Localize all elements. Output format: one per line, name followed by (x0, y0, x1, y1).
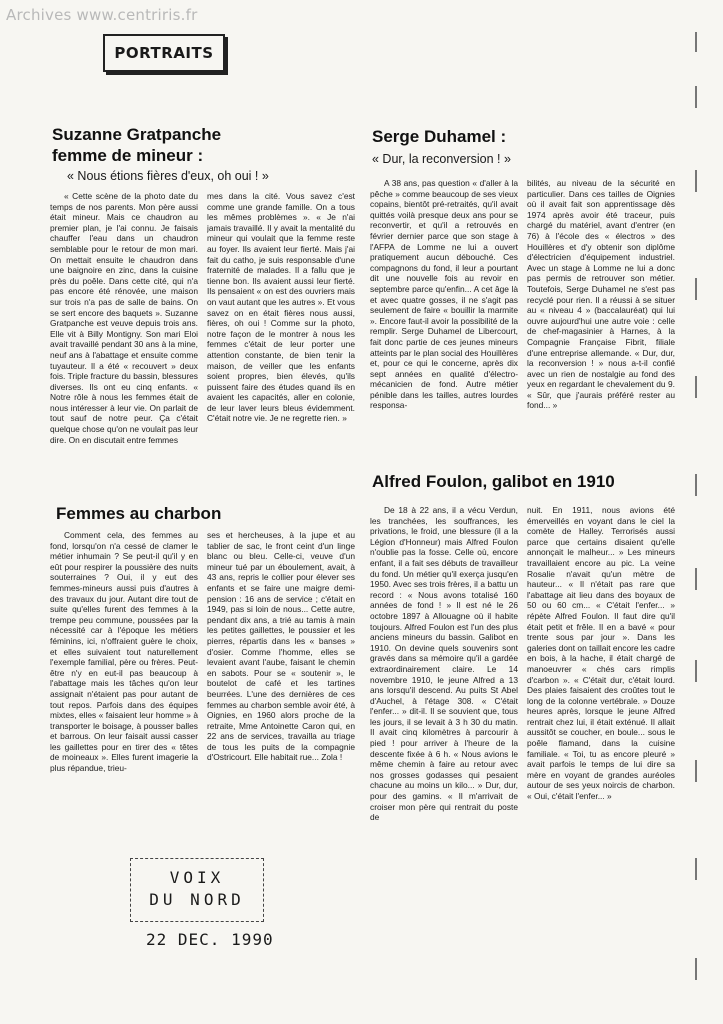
binder-edge-mark (695, 32, 697, 52)
article-2-subtitle: « Dur, la reconversion ! » (372, 152, 511, 166)
section-rubric-box (103, 34, 225, 72)
article-2-column-1 (370, 178, 518, 458)
binder-edge-mark (695, 958, 697, 980)
article-1-text-continued: mes dans la cité. Vous savez c'est comme une grande famille. On a tous les mêmes problèmes ». « Je n'ai jamais travaillé. Il y avait la mentalité du mineur qui voulait que la femme reste au foyer. Ils avaient leur fierté. Mais j'ai fait du catho, je suis responsable d'une fraternité de malades. Il a fallu que je tienne bon. Ils avaient aussi leur fierté. Ils pensaient « on est des ouvriers mais on vaut autant que les autres ». Et vous savez on en était fières nous aussi, fières, oh oui ! Comme sur la photo, notre façon de le montrer à nous les femmes c'était de leur porter une attention constante, de bien tenir la maison, de veiller que les enfants soient propres, bien élevés, qu'ils puissent faire des études quand ils en avaient les capacités, aller en colonie, de leur laver leurs bleus évidemment. C'était notre vie. Je ne regrette rien. » (207, 191, 355, 424)
binder-edge-mark (695, 86, 697, 108)
section-rubric-label: PORTRAITS (114, 44, 214, 62)
binder-edge-mark (695, 760, 697, 782)
binder-edge-mark (695, 170, 697, 192)
stamp-line-2: DU NORD (149, 890, 245, 909)
article-4-column-2 (527, 505, 675, 881)
binder-edge-mark (695, 660, 697, 682)
article-3-title: Femmes au charbon (56, 504, 222, 523)
article-3-text-continued: ses et hercheuses, à la jupe et au tablier de sac, le front ceint d'un linge blanc ou bleu. Celle-ci, veuve d'un mineur tué par un éboulement, avait, à 43 ans, repris le collier pour élever ses enfants et se faire une maigre demi-pension : 16 ans de service ; c'était en 1949, pas si loin de nous... Cette autre, pendant dix ans, a trié au tamis à main les petites gaillettes, le poussier et les pierres, répartis dans les « banses » d'osier. Comme l'homme, elles se levaient avant l'aube, faisant le chemin en sabots. Pour se « soutenir », le boutelot de café et les tartines beurrées. L'une des dernières de ces femmes au charbon semble avoir été, à Oignies, en 1960 alors proche de la retraite, Mme Antoinette Caron qui, en 22 ans de services, travailla au triage de tous les puits de la compagnie d'Ostricourt. Elle habitait rue... Zola ! (207, 530, 355, 763)
archive-watermark: Archives www.centriris.fr (6, 6, 198, 24)
article-2-text-continued: bilités, au niveau de la sécurité en particulier. Dans ces tailles de Oignies où il avait fait son apprentissage dès 1974 après avoir été traceur, puis chargé du matériel, avant d'entrer (en 76) à l'école des « électros » des Houillères et d'y obtenir son diplôme d'électricien d'équipement industriel. Avec un stage à Lomme ne lui a donc pas permis de retrouver son métier. Toutefois, Serge Duhamel ne s'est pas recyclé pour rien. Il a réussi à se situer au « niveau 4 » (baccalauréat) qui lui ouvre aujourd'hui une autre voie : celle de chef-magasinier à Harnes, à la Compagnie Française Fibrit, filiale d'une entreprise allemande. « Dur, dur, la reconversion ! » nous a-t-il confié avec un rien de nostalgie au fond des yeux en regardant le chevalement du 9. « Sûr, que j'aurais préféré rester au fond... » (527, 178, 675, 411)
binder-edge-mark (695, 858, 697, 880)
article-2-text: A 38 ans, pas question « d'aller à la pêche » comme beaucoup de ses vieux copains, bientôt pré-retraités, qu'il avait quittés voilà presque deux ans pour se reconvertir, et qu'il a retrouvés en février dernier parce que son stage à l'AFPA de Lomme ne lui a ouvert pratiquement aucun débouché. Ces compagnons du fond, il leur a pourtant dit une nouvelle fois au revoir en septembre parce qu'enfin... A cet âge là et avec quatre gosses, il ne s'agit pas seulement de faire « bouillir la marmite ». Encore faut-il avoir la possibilité de la remplir. Serge Duhamel de Libercourt, fait donc partie de ces jeunes mineurs atteints par le plan social des Houillères et, pour ce qui le concerne, après dix sept années en qualité d'électro-mécanicien de fond. Autre métier pénible dans les tailles, autres lourdes responsa- (370, 178, 518, 411)
article-4-text-continued: nuit. En 1911, nous avions été émerveillés en voyant dans le ciel la comète de Halley. Terrorisés aussi parce que certains disaient qu'elle annonçait le malheur... » Les mineurs travaillaient encore au pic. La veine Rosalie n'avait qu'un mètre de hauteur... « Il n'était pas rare que l'abattage ait lieu dans des boyaux de 50 ou 60 cm... « C'était l'enfer... » répète Alfred Foulon. Il faut dire qu'il était petit et frêle. Il en a bavé « pour trente sous par jour ». Dans les galeries dont on taillait encore les cadre en bois, à la hache, il était chargé de manoeuvrer « chés cars rimplis d'carbon ». « C'était dur, c'était lourd. Des plaies faisaient des croûtes tout le long de la colonne vertébrale. » Douze heures après, lorsque le jeune Alfred rentrait chez lui, il était exténué. Il allait aussitôt se coucher, en boule... sous le poêle flamand, dans la cuisine familiale. « Toi, tu as encore pleuré » avait parfois le temps de lui dire sa mère en voyant de grandes auréoles autour de ses yeux noircis de charbon. « Oui, c'était l'enfer... » (527, 505, 675, 802)
article-1-text: « Cette scène de la photo date du temps de nos parents. Mon père aussi était mineur. Mais ce chaudron au premier plan, je l'ai connu. Je faisais chauffer l'eau dans un chaudron semblable pour le retour de mon mari. On mettait ensuite le chaudron dans une baignoire en zinc, dans la cuisine près du poêle. Dans cette cité, qui n'a pas encore été rénovée, une maison sur trois n'a pas de salle de bains. On se sert encore des baquets ». Suzanne Gratpanche est veuve depuis trois ans. Elle vit à Billy Montigny. Son mari Eloi avait travaillé pendant 30 ans à la mine, neuf ans à l'abattage et ensuite comme tuyauteur. Il a été « recouvert » deux fois. Triple fracture du bassin, blessures diverses. Ils ont eu cinq enfants. « Notre rôle à nous les femmes était de nous intéresser à leur vie. On parlait de tout sauf de notre peur. Ça c'était quelque chose qu'on ne voulait pas leur dire. On en discutait entre femmes (50, 191, 198, 445)
article-4-title: Alfred Foulon, galibot en 1910 (372, 472, 615, 491)
article-1-title-line2: femme de mineur : (52, 146, 204, 165)
article-1-column-2 (207, 191, 355, 483)
article-4-text: De 18 à 22 ans, il a vécu Verdun, les tranchées, les souffrances, les privations, le froid, une blessure (il a la Légion d'Honneur) mais Alfred Foulon n'oublie pas la fosse. Celle où, encore enfant, il a fait ses débuts de travailleur du fond. Un métier qu'il exerça jusqu'en 1950. Avec ses trois frères, il a battu un record : « Nous avons totalisé 160 années de fond ! » Il est né le 26 octobre 1897 à Allouagne où il habite toujours. Alfred Foulon est l'un des plus anciens mineurs du bassin. Galibot en 1910. On devine quels souvenirs sont gravés dans sa mémoire qu'il a gardée extraordinairement claire. Le 14 novembre 1910, le jeune Alfred a 13 ans lorsqu'il descend. Au puits St Abel d'Auchel, à l'étage 308. « C'était l'enfer... » dit-il. Il se souvient que, tous les jours, il se levait à 3 h 30 du matin. Il avait cinq kilomètres à parcourir à pied ! pour arriver à l'heure de la descente fixée à 6 h. « Nous avions le même chemin à faire au retour avec nos grosses godasses qui pesaient chacune au moins un kilo... » Dur, dur, pour des gamins. « Il m'arrivait de croiser mon père qui rentrait du poste de (370, 505, 518, 823)
article-3-column-1 (50, 530, 198, 852)
article-3-text: Comment cela, des femmes au fond, lorsqu'on n'a cessé de clamer le métier inhumain ? Se peut-il qu'il y en eût pour respirer la poussière des nuits souterraines ? Oui, il y eut des femmes-mineurs aussi puis d'autres à des travaux du jour. Autant dire tout de suite qu'elles furent des femmes à la trempe peu commune, poussées par la nécessité car à l'époque les métiers féminins, ici, n'offraient guère le choix, et elles suivaient tout naturellement l'exemple familial, père ou frères. Peut-être n'y en eut-il pas beaucoup à l'abattage mais les tâches qu'on leur assignait n'étaient pas pour autant de tout repos. Parfois dans des équipes mixtes, elles « faisaient leur homme » à transporter le boisage, à pousser balles et barrous. On leur faisait aussi casser les gaillettes pour en tirer des « têtes de moineaux ». Elles furent imagerie la plus répandue, trieu- (50, 530, 198, 774)
binder-edge-mark (695, 568, 697, 590)
article-4-column-1 (370, 505, 518, 881)
newspaper-stamp (130, 858, 264, 922)
binder-edge-mark (695, 278, 697, 300)
article-2-column-2 (527, 178, 675, 458)
stamp-date: 22 DEC. 1990 (146, 930, 274, 949)
binder-edge-mark (695, 376, 697, 398)
article-1-title (52, 124, 352, 166)
article-1-title-line1: Suzanne Gratpanche (52, 125, 222, 144)
article-1-subtitle: « Nous étions fières d'eux, oh oui ! » (67, 169, 269, 183)
binder-edge-mark (695, 474, 697, 496)
article-1-column-1 (50, 191, 198, 483)
article-3-column-2 (207, 530, 355, 852)
stamp-line-1: VOIX (169, 868, 225, 887)
article-2-title: Serge Duhamel : (372, 127, 507, 146)
